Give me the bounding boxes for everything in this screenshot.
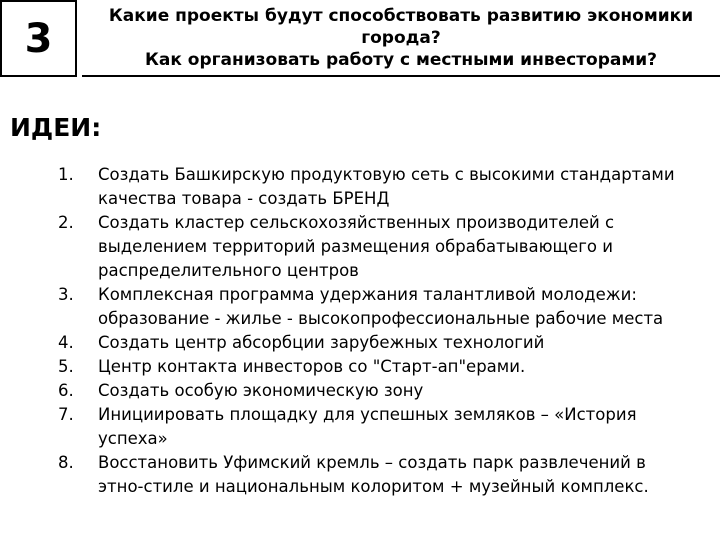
list-item — [58, 403, 688, 451]
list-item — [58, 163, 688, 211]
list-item-text: Инициировать площадку для успешных земляков – «История успеха» — [98, 405, 637, 448]
list-item — [58, 451, 688, 499]
list-item — [58, 331, 688, 355]
list-item-number: 7. — [58, 405, 74, 424]
list-item — [58, 379, 688, 403]
list-item — [58, 283, 688, 331]
list-item-number: 8. — [58, 453, 74, 472]
slide-title — [82, 0, 720, 77]
slide-number-box — [0, 0, 77, 77]
list-item-number: 4. — [58, 333, 74, 352]
list-item-text: Создать Башкирскую продуктовую сеть с высокими стандартами качества товара - создать БРЕНД — [98, 165, 675, 208]
list-item-text: Создать кластер сельскохозяйственных производителей с выделением территорий размещения обрабатывающего и распределительного центров — [98, 213, 615, 280]
list-item-text: Комплексная программа удержания талантливой молодежи: образование - жилье - высокопрофессиональные рабочие места — [98, 285, 664, 328]
list-item-number: 6. — [58, 381, 74, 400]
title-line-2: Как организовать работу с местными инвесторами? — [144, 49, 658, 70]
list-item-text: Восстановить Уфимский кремль – создать парк развлечений в этно-стиле и национальным колоритом + музейный комплекс. — [98, 453, 649, 496]
slide-number: 3 — [24, 15, 53, 62]
ideas-list — [58, 163, 688, 499]
list-item — [58, 211, 688, 283]
title-line-1: Какие проекты будут способствовать развитию экономики города? — [108, 5, 694, 48]
list-item-text: Создать центр абсорбции зарубежных технологий — [98, 333, 545, 352]
list-item-number: 1. — [58, 165, 74, 184]
list-item-number: 3. — [58, 285, 74, 304]
list-item-number: 2. — [58, 213, 74, 232]
list-item — [58, 355, 688, 379]
list-item-text: Центр контакта инвесторов со "Старт-ап"ерами. — [98, 357, 526, 376]
ideas-heading: ИДЕИ: — [10, 113, 102, 142]
list-item-number: 5. — [58, 357, 74, 376]
list-item-text: Создать особую экономическую зону — [98, 381, 424, 400]
